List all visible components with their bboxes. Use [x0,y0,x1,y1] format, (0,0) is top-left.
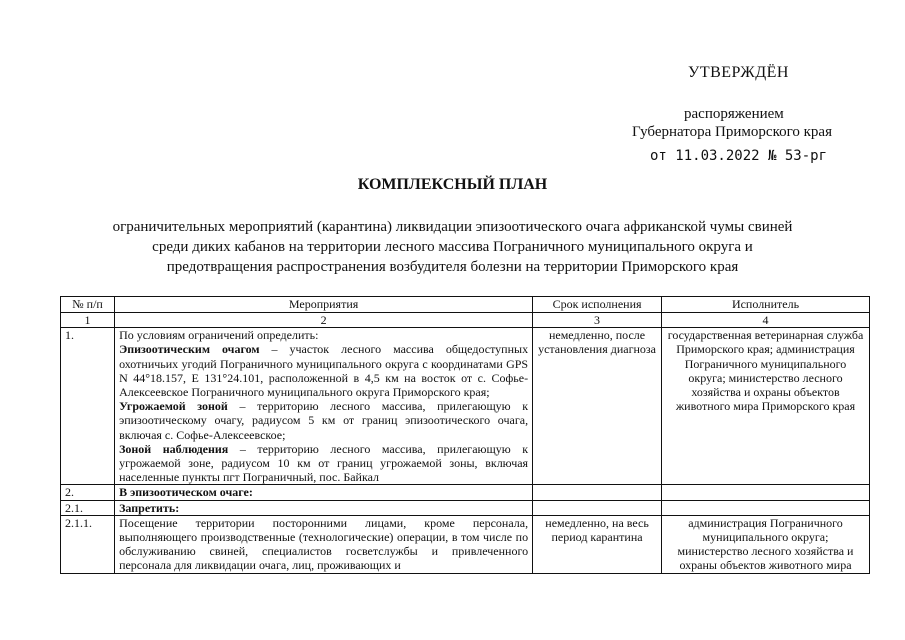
row-number: 2.1. [61,500,115,515]
row-deadline [533,485,662,500]
col-number: 3 [533,313,662,328]
row-executor: государственная ветеринарная служба Приморского края; администрация Пограничного муниципального округа; министерство лесного хозяйства и охраны объектов животного мира Приморского края [662,328,870,485]
row-deadline [533,500,662,515]
threat-label: Угрожаемой зоной [119,399,228,414]
row-deadline: немедленно, на весь период карантина [533,515,662,573]
plan-table [60,296,870,574]
subtitle-line: ограничительных мероприятий (карантина) ликвидации эпизоотического очага африканской чумы свиней [112,219,793,235]
subtitle-line: среди диких кабанов на территории лесного массива Пограничного муниципального округа и [152,239,753,255]
focus-label: Эпизоотическим очагом [119,342,260,357]
focus-definition [119,342,528,399]
table-header-row [61,297,870,313]
row-measures [115,485,533,500]
row-executor [662,485,870,500]
table-row [61,500,870,515]
table-row [61,515,870,573]
threat-zone-definition [119,399,528,442]
document-title: КОМПЛЕКСНЫЙ ПЛАН [357,176,548,193]
column-number-row [61,313,870,328]
header-deadline: Срок исполнения [533,297,662,313]
section-heading: В эпизоотическом очаге: [119,485,253,500]
watch-zone-definition [119,442,528,485]
table-row [61,328,870,485]
order-line-1: распоряжением [684,106,784,122]
header-measures: Мероприятия [115,297,533,313]
subtitle-line: предотвращения распространения возбудителя болезни на территории Приморского края [166,259,739,275]
approval-stamp: УТВЕРЖДЁН [688,64,789,81]
row-executor: администрация Пограничного муниципального округа; министерство лесного хозяйства и охраны объектов животного мира [662,515,870,573]
header-executor: Исполнитель [662,297,870,313]
row-measures [115,500,533,515]
row-number: 1. [61,328,115,485]
order-date-number: от 11.03.2022 № 53-рг [650,148,828,164]
row-executor [662,500,870,515]
order-line-2: Губернатора Приморского края [632,124,832,140]
watch-label: Зоной наблюдения [119,441,229,456]
row-number: 2.1.1. [61,515,115,573]
col-number: 1 [61,313,115,328]
threat-text: – территорию лесного массива, прилегающую к эпизоотическому очагу, радиусом 5 км от границ эпизоотического очага, включая с. Софье-Алексеевское; [119,399,529,442]
col-number: 4 [662,313,870,328]
row-measures [115,328,533,485]
row-number: 2. [61,485,115,500]
row-intro: По условиям ограничений определить: [119,328,319,343]
focus-text: – участок лесного массива общедоступных охотничьих угодий Пограничного муниципального округа с координатами GPS N 44°18.157, E 131°24.101, расположенной в 4,5 км на восток от с. Софье-Алексеевское Пограничного муниципального округа Приморского края; [119,342,529,400]
table-row [61,485,870,500]
section-heading: Запретить: [119,500,180,515]
col-number: 2 [115,313,533,328]
header-number: № п/п [61,297,115,313]
watch-text: – территорию лесного массива, прилегающую к угрожаемой зоне, радиусом 10 км от границ угрожаемой зоны, включая населенные пункты пгт Пограничный, пос. Байкал [119,441,529,485]
document-subtitle [0,217,905,277]
row-measures: Посещение территории посторонними лицами, кроме персонала, выполняющего производственные (технологические) операции, в том числе по обслуживанию свиней, специалистов госветслужбы и привлеченного персонала для ликвидации очага, лиц, проживающих и [115,515,533,573]
row-deadline: немедленно, после установления диагноза [533,328,662,485]
